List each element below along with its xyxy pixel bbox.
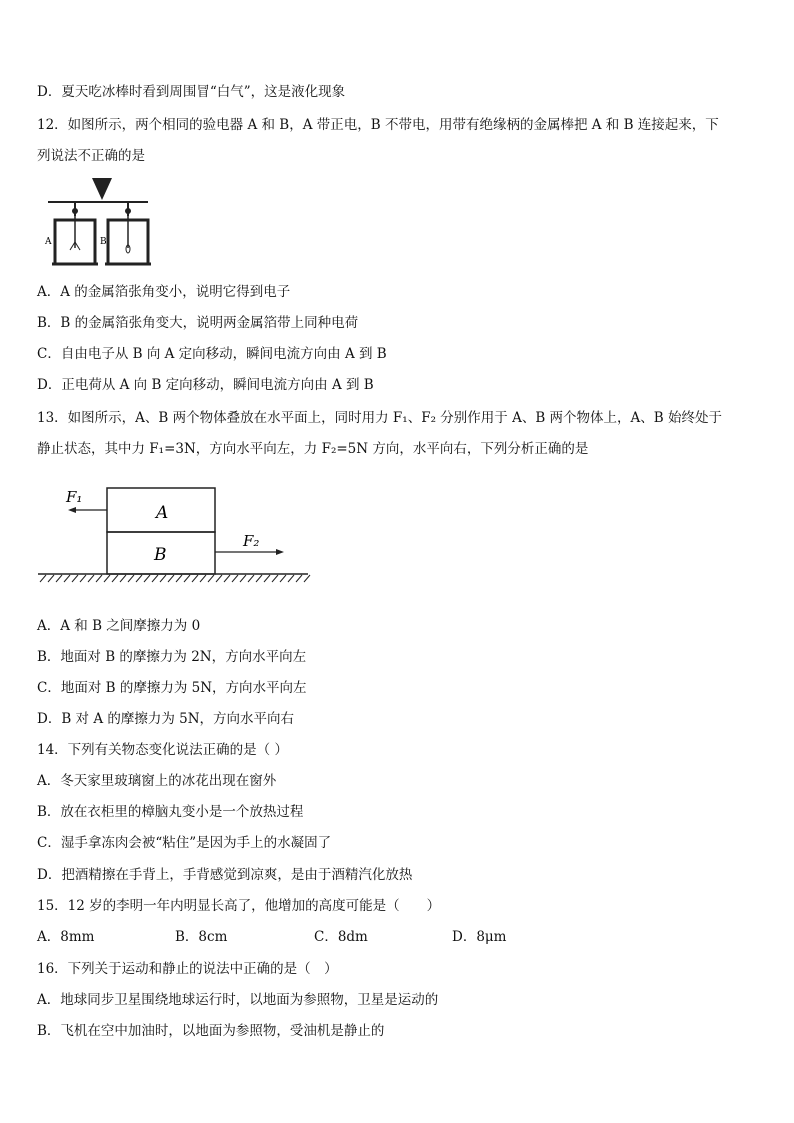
question-12-text-cont: 列说法不正确的是 [37, 148, 145, 164]
question-13-text: 13．如图所示，A、B 两个物体叠放在水平面上，同时用力 F₁、F₂ 分别作用于 A、B 两个物体上，A、B 始终处于 [37, 410, 722, 426]
q13-option-b: B．地面对 B 的摩擦力为 2N，方向水平向左 [37, 649, 307, 665]
q15-option-c: C．8dm [314, 929, 368, 945]
q15-option-d: D．8μm [452, 929, 507, 945]
question-13-text-cont: 静止状态，其中力 F₁=3N，方向水平向左，力 F₂=5N 方向，水平向右，下列分析正确的是 [37, 441, 589, 457]
q14-option-d: D．把酒精擦在手背上，手背感觉到凉爽，是由于酒精汽化放热 [37, 867, 413, 883]
question-12-text: 12．如图所示，两个相同的验电器 A 和 B，A 带正电，B 不带电，用带有绝缘柄的金属棒把 A 和 B 连接起来，下 [37, 117, 719, 133]
question-16-text: 16．下列关于运动和静止的说法中正确的是（ ） [37, 961, 338, 977]
question-14-text: 14．下列有关物态变化说法正确的是（ ） [37, 742, 288, 758]
q13-option-c: C．地面对 B 的摩擦力为 5N，方向水平向左 [37, 680, 307, 696]
q12-option-d: D．正电荷从 A 向 B 定向移动，瞬间电流方向由 A 到 B [37, 377, 374, 393]
q16-option-b: B．飞机在空中加油时，以地面为参照物，受油机是静止的 [37, 1023, 385, 1039]
q14-option-b: B．放在衣柜里的樟脑丸变小是一个放热过程 [37, 804, 304, 820]
block-a-label: A [156, 503, 169, 523]
force-f2-label: F₂ [243, 532, 260, 550]
q14-option-c: C．湿手拿冻肉会被“粘住”是因为手上的水凝固了 [37, 835, 332, 851]
option-d-q11: D．夏天吃冰棒时看到周围冒“白气”，这是液化现象 [37, 84, 346, 100]
question-15-text: 15．12 岁的李明一年内明显长高了，他增加的高度可能是（ ） [37, 898, 441, 914]
block-b-label: B [154, 545, 167, 565]
force-f1-label: F₁ [66, 488, 83, 506]
q12-option-a: A．A 的金属箔张角变小，说明它得到电子 [37, 284, 291, 300]
q13-option-a: A．A 和 B 之间摩擦力为 0 [37, 618, 201, 634]
q15-option-a: A．8mm [37, 929, 95, 945]
q15-option-b: B．8cm [175, 929, 228, 945]
electroscope-figure [40, 176, 152, 270]
stacked-blocks-figure [36, 482, 312, 586]
electroscope-label-b: B [100, 237, 107, 247]
q12-option-c: C．自由电子从 B 向 A 定向移动，瞬间电流方向由 A 到 B [37, 346, 387, 362]
q16-option-a: A．地球同步卫星围绕地球运行时，以地面为参照物，卫星是运动的 [37, 992, 439, 1008]
q13-option-d: D．B 对 A 的摩擦力为 5N，方向水平向右 [37, 711, 295, 727]
q14-option-a: A．冬天家里玻璃窗上的冰花出现在窗外 [37, 773, 277, 789]
q12-option-b: B．B 的金属箔张角变大，说明两金属箔带上同种电荷 [37, 315, 359, 331]
electroscope-label-a: A [45, 237, 52, 247]
